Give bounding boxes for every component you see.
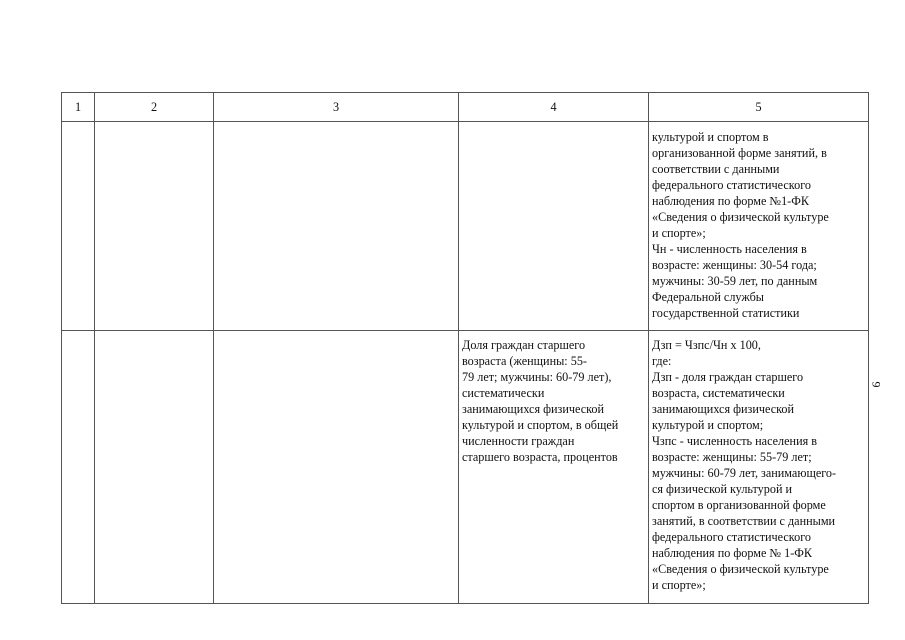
- header-col-5: 5: [649, 93, 869, 122]
- header-col-2: 2: [95, 93, 214, 122]
- cell-col-2: [95, 331, 214, 604]
- cell-col-3: [214, 331, 459, 604]
- table-row: [62, 122, 869, 331]
- cell-indicator-name: [459, 122, 649, 331]
- cell-col-3: [214, 122, 459, 331]
- cell-number: [62, 331, 95, 604]
- header-col-3: 3: [214, 93, 459, 122]
- cell-indicator-name: Доля граждан старшего возраста (женщины: 55- 79 лет; мужчины: 60-79 лет), систематически занимающихся физической культурой и спортом, в общей численности граждан старшего возраста, процентов: [459, 331, 649, 604]
- cell-col-2: [95, 122, 214, 331]
- cell-calculation-method: Дзп = Чзпс/Чн х 100, где: Дзп - доля граждан старшего возраста, систематически занимающихся физической культурой и спортом; Чзпс - численность населения в возрасте: женщины: 55-79 лет; мужчины: 60-79 лет, занимающего- ся физической культурой и спортом в организованной форме занятий, в соответствии с данными федерального статистического наблюдения по форме № 1-ФК «Сведения о физической культуре и спорте»;: [649, 331, 869, 604]
- table-header-row: [62, 93, 869, 122]
- header-col-4: 4: [459, 93, 649, 122]
- header-col-1: 1: [62, 93, 95, 122]
- cell-calculation-method: культурой и спортом в организованной форме занятий, в соответствии с данными федерального статистического наблюдения по форме №1-ФК «Сведения о физической культуре и спорте»; Чн - численность населения в возрасте: женщины: 30-54 года; мужчины: 30-59 лет, по данным Федеральной службы государственной статистики: [649, 122, 869, 331]
- table-row: [62, 331, 869, 604]
- indicator-table: [61, 92, 869, 604]
- cell-number: [62, 122, 95, 331]
- page-number: 9: [869, 381, 884, 388]
